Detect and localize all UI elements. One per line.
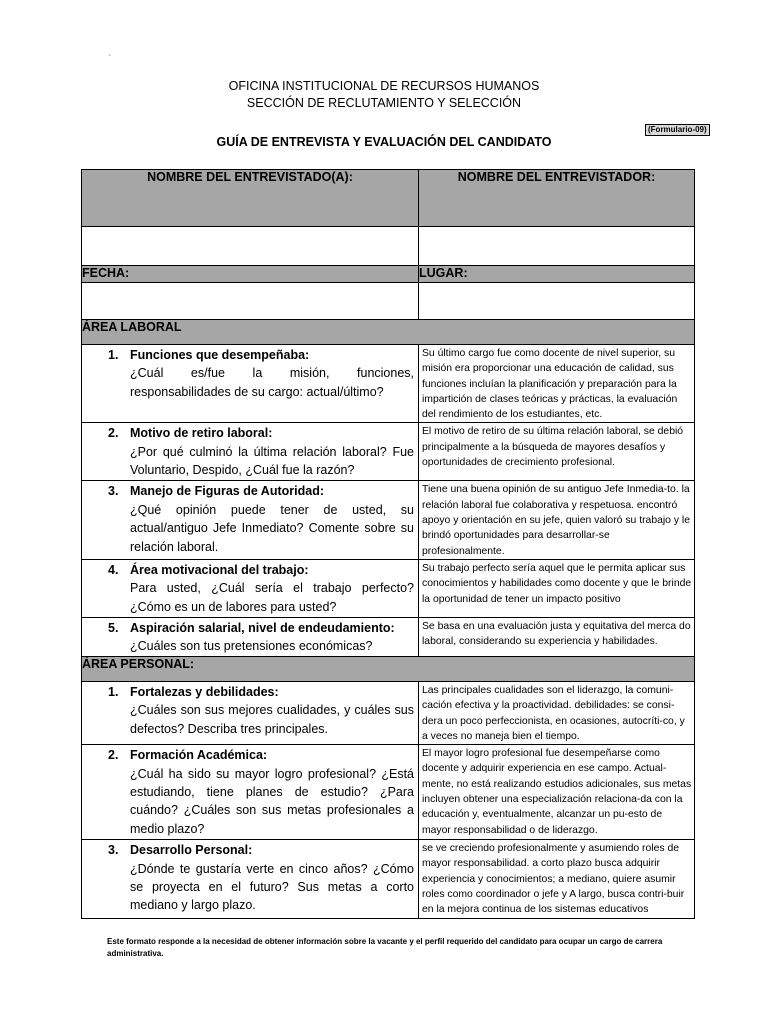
footer-note: Este formato responde a la necesidad de obtener información sobre la vacante y el perfil requerido del candidato para ocupar un cargo de carrera administrativa. [107, 937, 663, 958]
question-row [82, 481, 695, 559]
question-number: 2. [108, 748, 119, 763]
date-field[interactable] [82, 283, 419, 320]
answer-cell: Se basa en una evaluación justa y equitativa del merca do laboral, considerando su experiencia y habilidades. [419, 617, 695, 656]
question-cell [82, 423, 419, 481]
question-text: ¿Cuáles son tus pretensiones económicas? [130, 639, 373, 654]
question-number: 3. [108, 843, 119, 858]
question-row [82, 840, 695, 918]
names-input-row [82, 227, 695, 266]
answer-cell: Su trabajo perfecto sería aquel que le permita aplicar sus conocimientos y habilidades como docente y que le brinde la oportunidad de tener un impacto positivo [419, 559, 695, 617]
question-title: Aspiración salarial, nivel de endeudamiento: [130, 620, 395, 635]
answer-cell: El mayor logro profesional fue desempeñarse como docente y adquirir experiencia en ese campo. Actual-mente, no está realizando estudios adicionales, sus metas incluyen obtener una especialización relaciona-da con la educación y, eventualmente, alcanzar un pu-esto de mayor responsabilidad o de liderazgo. [419, 745, 695, 840]
question-cell [82, 840, 419, 918]
answer-cell: Su último cargo fue como docente de nivel superior, su misión era proporcionar una educación de calidad, sus funciones incluían la planificación y preparación para la impartición de clases teóricas y prácticas, la evaluación del rendimiento de los estudiantes, etc. [419, 345, 695, 423]
question-cell [82, 559, 419, 617]
names-header-row [82, 170, 695, 227]
question-title: Motivo de retiro laboral: [130, 426, 273, 441]
question-cell [82, 681, 419, 744]
interviewer-header: NOMBRE DEL ENTREVISTADOR: [419, 170, 695, 227]
answer-cell: Tiene una buena opinión de su antiguo Jefe Inmedia-to. la relación laboral fue colaborativa y respetuosa. encontró apoyo y orientación en su jefe, quien valoró su trabajo y le brindó oportunidades para desarrollar-se profesionalmente. [419, 481, 695, 559]
question-text: ¿Cuáles son sus mejores cualidades, y cuáles sus defectos? Describa tres principales. [130, 703, 414, 736]
question-cell [82, 345, 419, 423]
interview-form-table [81, 169, 695, 919]
question-cell [82, 745, 419, 840]
question-row [82, 617, 695, 656]
question-text: ¿Cuál es/fue la misión, funciones, responsabilidades de su cargo: actual/último? [130, 366, 414, 399]
date-place-label-row [82, 266, 695, 283]
question-number: 1. [108, 348, 119, 362]
question-cell [82, 617, 419, 656]
area-personal-label: ÁREA PERSONAL: [82, 656, 695, 681]
place-label: LUGAR: [419, 266, 695, 283]
form-number-badge: (Formulario-09) [645, 124, 710, 136]
interviewee-header: NOMBRE DEL ENTREVISTADO(A): [82, 170, 419, 227]
question-row [82, 423, 695, 481]
question-title: Funciones que desempeñaba: [130, 348, 310, 362]
document-title: GUÍA DE ENTREVISTA Y EVALUACIÓN DEL CANDIDATO [216, 135, 552, 149]
interviewee-name-field[interactable] [82, 227, 419, 266]
area-personal-row [82, 656, 695, 681]
area-laboral-row [82, 320, 695, 345]
area-laboral-label: ÁREA LABORAL [82, 320, 695, 345]
section-name: SECCIÓN DE RECLUTAMIENTO Y SELECCIÓN [246, 96, 522, 110]
question-number: 2. [108, 426, 119, 441]
interviewer-name-field[interactable] [419, 227, 695, 266]
question-title: Área motivacional del trabajo: [130, 562, 309, 577]
question-title: Fortalezas y debilidades: [130, 684, 279, 699]
date-place-input-row [82, 283, 695, 320]
question-text: ¿Qué opinión puede tener de usted, su actual/antiguo Jefe Inmediato? Comente sobre su relación laboral. [130, 502, 414, 554]
question-title: Formación Académica: [130, 748, 268, 763]
question-title: Manejo de Figuras de Autoridad: [130, 484, 324, 499]
question-row [82, 345, 695, 423]
question-row [82, 681, 695, 744]
office-name: OFICINA INSTITUCIONAL DE RECURSOS HUMANOS [228, 79, 540, 93]
answer-cell: Las principales cualidades son el liderazgo, la comuni-cación efectiva y la proactividad. debilidades: se consi-dera un poco perfeccionista, en ocasiones, autocríti-co, y a veces no maneja bien el tiempo. [419, 681, 695, 744]
answer-cell: El motivo de retiro de su última relación laboral, se debió principalmente a la búsqueda de mayores desafíos y oportunidades de crecimiento profesional. [419, 423, 695, 481]
date-label: FECHA: [82, 266, 419, 283]
question-number: 1. [108, 684, 119, 699]
question-text: ¿Por qué culminó la última relación laboral? Fue Voluntario, Despido, ¿Cuál fue la razón? [130, 444, 414, 478]
question-text: Para usted, ¿Cuál sería el trabajo perfecto? ¿Cómo es un de labores para usted? [130, 581, 414, 614]
question-title: Desarrollo Personal: [130, 843, 253, 858]
stray-mark: ` [108, 54, 112, 65]
question-text: ¿Dónde te gustaría verte en cinco años? ¿Cómo se proyecta en el futuro? Sus metas a corto mediano y largo plazo. [130, 861, 414, 913]
question-cell [82, 481, 419, 559]
question-number: 3. [108, 484, 119, 499]
place-field[interactable] [419, 283, 695, 320]
question-number: 5. [108, 620, 119, 635]
question-text: ¿Cuál ha sido su mayor logro profesional? ¿Está estudiando, tiene planes de estudio? ¿Para cuándo? ¿Cuáles son sus metas profesionales a medio plazo? [130, 766, 414, 836]
answer-cell: se ve creciendo profesionalmente y asumiendo roles de mayor responsabilidad. a corto plazo busca adquirir experiencia y conocimientos; a mediano, quiere asumir roles como coordinador o jefe y A largo, busca contri-buir en la mejora continua de los sistemas educativos [419, 840, 695, 918]
question-number: 4. [108, 562, 119, 577]
question-row [82, 745, 695, 840]
question-row [82, 559, 695, 617]
